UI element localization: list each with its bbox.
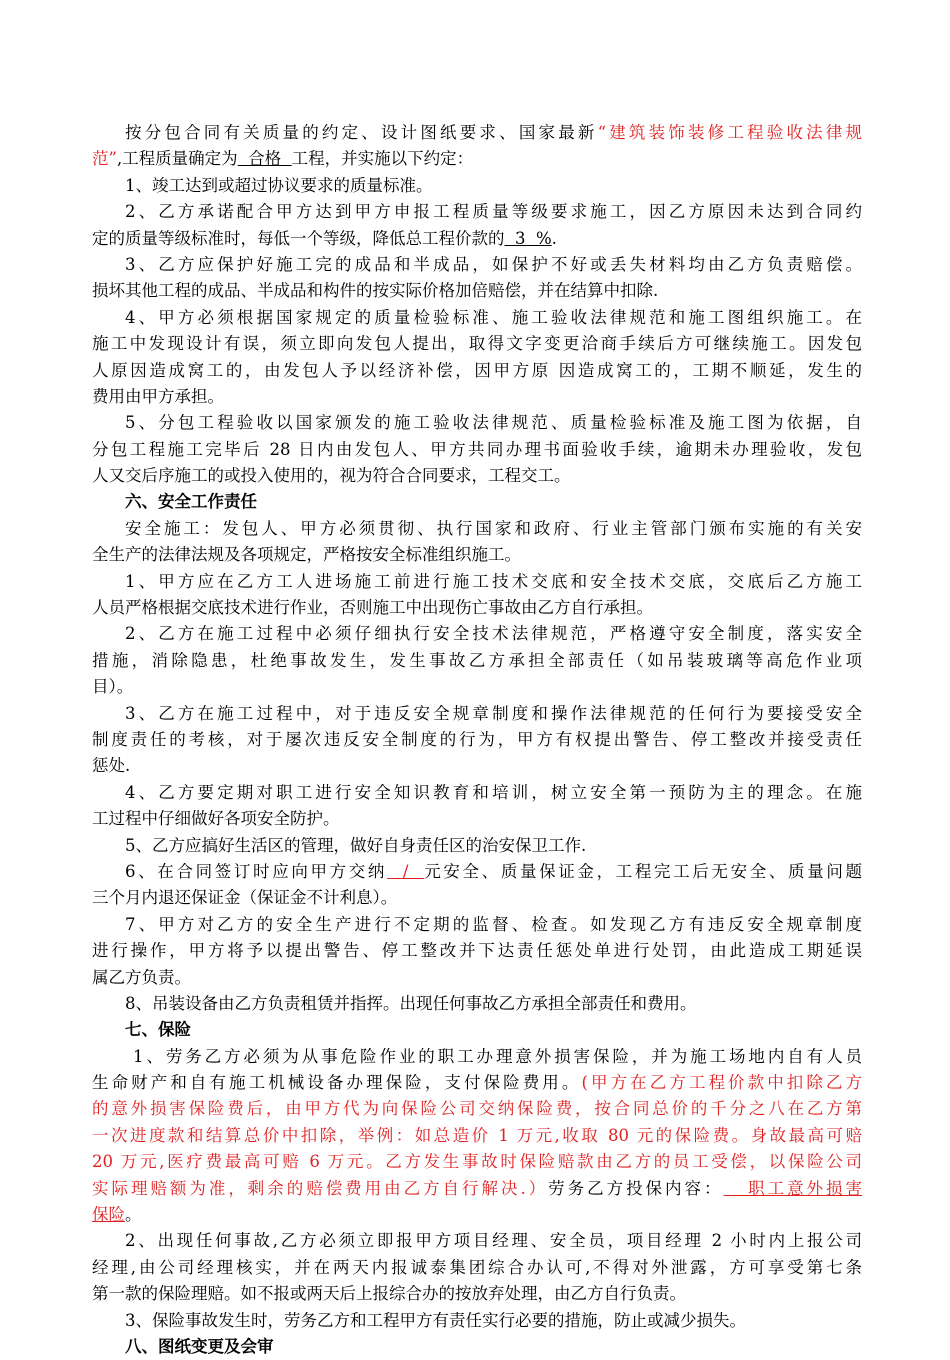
insurance-content-underlined-end: 保险	[92, 1205, 125, 1225]
insurance-note-red-end: 实际理赔额为准，剩余的赔偿费用由乙方自行解决.）	[92, 1178, 549, 1198]
insurance-item-1-line-7	[92, 1202, 862, 1228]
insurance-item-1-line-5: 20 万元,医疗费最高可赔 6 万元。乙方发生事故时保险赔款由乙方的员工受偿，以保险公司	[92, 1152, 862, 1172]
section-6-heading: 六、安全工作责任	[125, 492, 257, 512]
quality-item-3-line-1: 3、乙方应保护好施工完的成品和半成品，如保护不好或丢失材料均由乙方负责赔偿。	[125, 254, 862, 274]
quality-item-4-line-1: 4、甲方必须根据国家规定的质量检验标准、施工验收法律规范和施工图组织施工。在	[125, 307, 862, 327]
quality-item-4-line-3: 人原因造成窝工的，由发包人予以经济补偿，因甲方原 因造成窝工的，工期不顺延，发生的	[92, 360, 862, 380]
quality-item-5-line-3: 人又交后序施工的或投入使用的，视为符合合同要求，工程交工。	[92, 466, 571, 486]
safety-item-3-line-3: 惩处.	[92, 756, 131, 776]
safety-intro-line-2: 全生产的法律法规及各项规定，严格按安全标准组织施工。	[92, 545, 521, 565]
safety-item-2-line-1: 2、乙方在施工过程中必须仔细执行安全技术法律规范，严格遵守安全制度，落实安全	[125, 624, 862, 644]
insurance-item-2-line-1: 2、出现任何事故,乙方必须立即报甲方项目经理、安全员，项目经理 2 小时内上报公司	[125, 1231, 862, 1251]
insurance-item-3: 3、保险事故发生时，劳务乙方和工程甲方有责任实行必要的措施，防止或减少损失。	[125, 1310, 746, 1330]
quality-grade-underlined: 合格	[237, 149, 292, 169]
standard-name-red-end: 范”	[92, 149, 117, 169]
safety-item-1-line-1: 1、甲方应在乙方工人进场施工前进行施工技术交底和安全技术交底，交底后乙方施工	[125, 571, 862, 591]
quality-item-5-line-1: 5、分包工程验收以国家颁发的施工验收法律规范、质量检验标准及施工图为依据，自	[125, 413, 862, 433]
text-run: 定的质量等级标准时，每低一个等级，降低总工程价款的	[92, 228, 505, 248]
quality-item-5-line-2: 分包工程施工完毕后 28 日内由发包人、甲方共同办理书面验收手续，逾期未办理验收，发包	[92, 439, 862, 459]
safety-item-1-line-2: 人员严格根据交底技术进行作业，否则施工中出现伤亡事故由乙方自行承担。	[92, 598, 653, 618]
section-8-heading: 八、图纸变更及会审	[125, 1336, 274, 1356]
text-run: 按分包合同有关质量的约定、设计图纸要求、国家最新	[125, 123, 598, 142]
safety-item-2-line-2: 措施，消除隐患，杜绝事故发生，发生事故乙方承担全部责任（如吊装玻璃等高危作业项	[92, 650, 862, 670]
safety-item-3-line-2: 制度责任的考核，对于屡次违反安全制度的行为，甲方有权提出警告、停工整改并接受责任	[92, 729, 862, 749]
text-run: 。	[125, 1205, 142, 1225]
safety-item-7-line-1: 7、甲方对乙方的安全生产进行不定期的监督、检查。如发现乙方有违反安全规章制度	[125, 914, 862, 934]
insurance-item-1-line-2	[92, 1070, 862, 1096]
insurance-item-2-line-3: 第一款的保险理赔。如不报或两天后上报综合办的按放弃处理，由乙方自行负责。	[92, 1284, 686, 1304]
safety-intro-line-1: 安全施工：发包人、甲方必须贯彻、执行国家和政府、行业主管部门颁布实施的有关安	[125, 518, 862, 538]
insurance-item-2-line-2: 经理,由公司经理核实，并在两天内报诚泰集团综合办认可,不得对外泄露，方可享受第七条	[92, 1257, 862, 1277]
safety-item-6-line-1	[92, 859, 862, 885]
insurance-item-1-line-6	[92, 1176, 862, 1202]
quality-item-4-line-4: 费用由甲方承担。	[92, 386, 224, 406]
standard-name-red: “建筑装饰装修工程验收法律规	[597, 123, 863, 142]
text-run: 6、在合同签订时应向甲方交纳	[125, 861, 388, 881]
safety-item-6-line-2: 三个月内退还保证金（保证金不计利息）。	[92, 888, 398, 908]
insurance-content-underlined: 职工意外损害	[723, 1178, 862, 1198]
text-run: 元安全、质量保证金，工程完工后无安全、质量问题	[424, 861, 863, 881]
quality-item-3-line-2: 损坏其他工程的成品、半成品和构件的按实际价格加倍赔偿，并在结算中扣除.	[92, 281, 659, 301]
quality-item-4-line-2: 施工中发现设计有误，须立即向发包人提出，取得文字变更洽商手续后方可继续施工。因发包	[92, 334, 862, 354]
insurance-item-1-line-4: 一次进度款和结算总价中扣除，举例：如总造价 1 万元,收取 80 元的保险费。身故最高可赔	[92, 1125, 862, 1145]
safety-item-4-line-1: 4、乙方要定期对职工进行安全知识教育和培训，树立安全第一预防为主的理念。在施	[125, 782, 862, 802]
text-run: 生命财产和自有施工机械设备办理保险，支付保险费用。	[92, 1073, 582, 1093]
safety-item-2-line-3: 目）。	[92, 677, 134, 697]
text-run: 劳务乙方投保内容：	[548, 1178, 724, 1198]
document-page	[92, 120, 862, 1360]
text-run: .	[551, 228, 557, 248]
quality-intro-line-2	[92, 146, 862, 172]
text-run: ,工程质量确定为	[116, 149, 238, 169]
text-run: 工程，并实施以下约定：	[291, 149, 474, 169]
quality-item-1: 1、竣工达到或超过协议要求的质量标准。	[125, 175, 433, 195]
insurance-item-1-line-3: 的意外损害保险费后，由甲方代为向保险公司交纳保险费，按合同总价的千分之八在乙方第	[92, 1099, 862, 1119]
safety-item-4-line-2: 工过程中仔细做好各项安全防护。	[92, 809, 340, 829]
section-7-heading: 七、保险	[125, 1020, 191, 1040]
safety-item-5: 5、乙方应搞好生活区的管理，做好自身责任区的治安保卫工作.	[125, 835, 587, 855]
safety-item-7-line-2: 进行操作，甲方将予以提出警告、停工整改并下达责任惩处单进行处罚，由此造成工期延误	[92, 941, 862, 961]
quality-item-2-line-1: 2、乙方承诺配合甲方达到甲方申报工程质量等级要求施工，因乙方原因未达到合同约	[125, 202, 862, 222]
safety-item-8: 8、吊装设备由乙方负责租赁并指挥。出现任何事故乙方承担全部责任和费用。	[125, 993, 697, 1013]
insurance-item-1-line-1: 1、劳务乙方必须为从事危险作业的职工办理意外损害保险，并为施工场地内自有人员	[133, 1046, 862, 1066]
insurance-note-red: (甲方在乙方工程价款中扣除乙方	[581, 1073, 863, 1093]
quality-item-2-line-2	[92, 226, 862, 252]
quality-intro-line-1	[92, 120, 862, 146]
deposit-amount-underlined: /	[387, 861, 425, 881]
safety-item-3-line-1: 3、乙方在施工过程中，对于违反安全规章制度和操作法律规范的任何行为要接受安全	[125, 703, 862, 723]
safety-item-7-line-3: 属乙方负责。	[92, 967, 191, 987]
deduction-percent-underlined: 3 %	[504, 228, 552, 248]
